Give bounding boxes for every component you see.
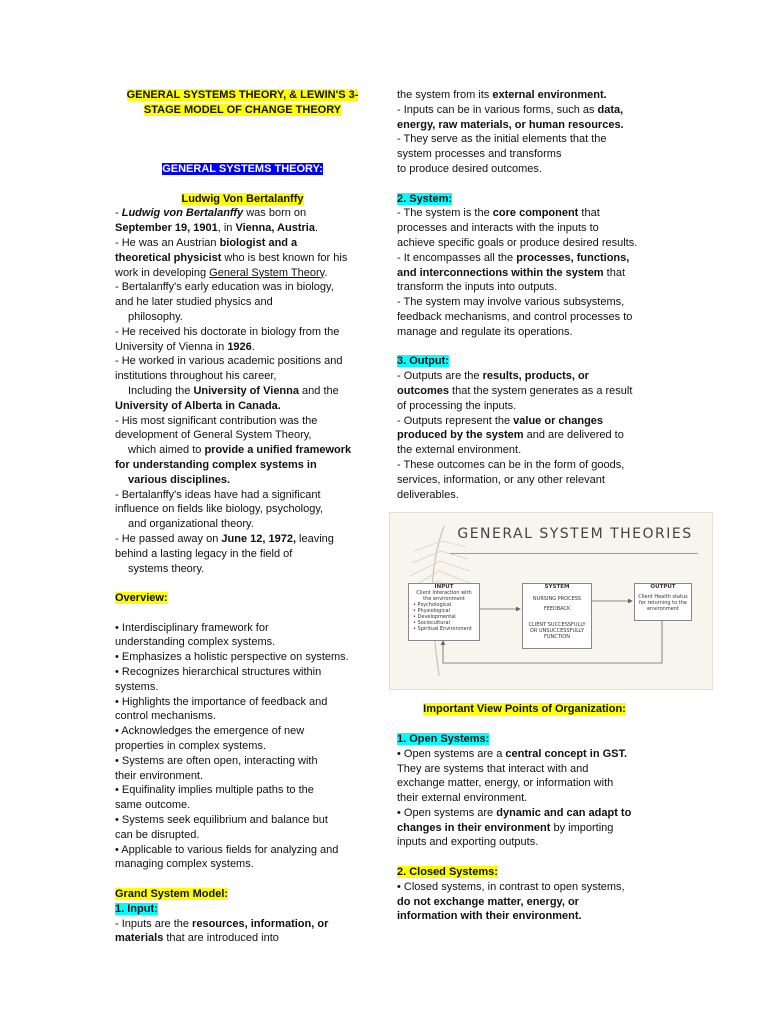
overview-item: • Interdisciplinary framework for — [115, 621, 269, 634]
overview-item: • Acknowledges the emergence of new — [115, 725, 305, 738]
bio-line: September 19, 1901, in Vienna, Austria. — [115, 222, 319, 235]
bio-line: which aimed to provide a unified framework — [128, 444, 352, 457]
bio-line: - He was an Austrian biologist and a — [115, 236, 298, 249]
overview-item: • Highlights the importance of feedback and — [115, 695, 328, 708]
diagram-input-box: INPUT Client Interaction with the environment • Psychological • Physiological • Developmental • Sociocultural • Spiritual Environment — [408, 583, 480, 641]
bio-line: and organizational theory. — [128, 518, 254, 531]
input-text: materials that are introduced into — [115, 932, 279, 945]
overview-item: • Equifinality implies multiple paths to the — [115, 784, 314, 797]
bio-line: influence on fields like biology, psychology, — [115, 503, 324, 516]
closed-systems-heading: 2. Closed Systems: — [397, 866, 498, 879]
gst-heading: GENERAL SYSTEMS THEORY: — [162, 162, 323, 175]
overview-item: • Systems seek equilibrium and balance but — [115, 814, 328, 827]
bio-line: - Ludwig von Bertalanffy was born on — [115, 207, 307, 220]
bio-line: work in developing General System Theory. — [115, 266, 328, 279]
diagram-output-box: OUTPUT Client Health status for returning to the environment — [634, 583, 692, 621]
bio-line: - Bertalanffy's early education was in biology, — [115, 281, 334, 294]
overview-item: • Emphasizes a holistic perspective on systems. — [115, 651, 349, 664]
output-heading: 3. Output: — [397, 355, 449, 368]
input-text: the system from its external environment. — [397, 89, 607, 101]
open-systems-text: • Open systems are a central concept in GST. They are systems that interact with and exchange matter, energy, or information with their external environment. • Open systems are dynamic and can adapt to changes in their environment by importing inputs and exporting outputs. — [397, 747, 632, 849]
bio-line: various disciplines. — [128, 473, 231, 486]
diagram-system-box: SYSTEM NURSING PROCESS FEEDBACK CLIENT SUCCESSFULLY OR UNSUCCESSFULLY FUNCTION — [522, 583, 592, 649]
overview-item: • Recognizes hierarchical structures within — [115, 666, 322, 679]
input-heading: 1. Input: — [115, 902, 158, 915]
title-line-2: STAGE MODEL OF CHANGE THEORY — [143, 103, 342, 116]
bio-line: - He worked in various academic positions and — [115, 355, 343, 368]
system-heading: 2. System: — [397, 192, 453, 205]
bio-line: development of General System Theory, — [115, 429, 312, 442]
right-column: the system from its external environment. - Inputs can be in various forms, such as data, energy, raw materials, or human resources. - They serve as the initial elements that the system processes and transforms to produce desired outcomes. 2. System: - The system is the core component that processes and interacts with the inputs to achieve specific goals or produce desired results. - It encompasses all the processes, functions, and interconnections within the system that transform the inputs into outputs. - The system may involve various subsystems, feedback mechanisms, and control processes to manage and regulate its operations. 3. Output: - Outputs are the results, products, or outcomes that the system generates as a result of processing the inputs. - Outputs represent the value or changes produced by the system and are delivered to the external environment. - These outcomes can be in the form of goods, services, information, or any other relevant deliverables. GENERAL SYSTEM THEORIES INPUT Client Interaction with the environment • Psychological • Physiological • Developmental • Sociocultural • Spiritual Environment SYSTEM NURSING PROCESS FEEDBACK CLIENT SUCCESSFULLY OR UNSUCCESSFULLY FUNCTION OUTPUT Client Health status for returning to the environment Important View Points of Organization: 1. Open Systems: • Open systems are a central concept in GST. They are systems that interact with and exchange matter, energy, or information with their external environment. • Open systems are dynamic and can adapt to changes in their environment by importing inputs and exporting outputs. 2. Closed Systems: • Closed systems, in contrast to open systems, do not exchange matter, energy, or information with their environment. — [397, 88, 652, 924]
bio-line: systems theory. — [128, 562, 205, 575]
overview-list: • Interdisciplinary framework for understanding complex systems. • Emphasizes a holistic perspective on systems. • Recognizes hierarchical structures within systems. • Highlights the importance of feedback and control mechanisms. • Acknowledges the emergence of new properties in complex systems. • Systems are often open, interacting with their environment. • Equifinality implies multiple paths to the same outcome. • Systems seek equilibrium and balance but can be disrupted. • Applicable to various fields for analyzing and managing complex systems. — [115, 621, 370, 873]
bio-line: - Bertalanffy's ideas have had a significant — [115, 488, 321, 501]
closed-systems-text: • Closed systems, in contrast to open systems, do not exchange matter, energy, or information with their environment. — [397, 880, 625, 923]
bio-line: and he later studied physics and — [115, 296, 273, 309]
gst-diagram-image — [389, 512, 713, 690]
input-text: - Inputs are the resources, information, or — [115, 917, 329, 930]
input-text: - Inputs can be in various forms, such as data, — [397, 103, 624, 116]
overview-item: • Applicable to various fields for analyzing and — [115, 843, 339, 856]
bio-line: behind a lasting legacy in the field of — [115, 547, 293, 560]
author-name: Ludwig Von Bertalanffy — [181, 192, 304, 205]
diagram-arrows — [390, 513, 712, 689]
bio-line: University of Vienna in 1926. — [115, 340, 255, 353]
bio-line: philosophy. — [128, 310, 183, 323]
bio-paragraphs — [115, 206, 370, 576]
left-column — [115, 88, 370, 946]
input-text: - They serve as the initial elements that the — [397, 133, 607, 146]
title-line-1: GENERAL SYSTEMS THEORY, & LEWIN'S 3- — [126, 89, 359, 101]
bio-line: - His most significant contribution was the — [115, 414, 318, 427]
bio-line: University of Alberta in Canada. — [115, 399, 281, 412]
bio-line: institutions throughout his career, — [115, 370, 277, 383]
overview-item: • Systems are often open, interacting with — [115, 754, 318, 767]
bio-line: - He received his doctorate in biology from the — [115, 325, 340, 338]
diagram-title: GENERAL SYSTEM THEORIES — [457, 526, 693, 543]
output-text: - Outputs are the results, products, or outcomes that the system generates as a result of processing the inputs. - Outputs represent the value or changes produced by the system and are delivered to the external environment. - These outcomes can be in the form of goods, services, information, or any other relevant deliverables. — [397, 370, 633, 501]
document-title — [115, 88, 370, 118]
bio-line: Including the University of Vienna and the — [128, 384, 339, 397]
arrow-feedback-loop — [443, 621, 662, 663]
bio-line: theoretical physicist who is best known for his — [115, 251, 348, 264]
system-text: - The system is the core component that processes and interacts with the inputs to achieve specific goals or produce desired results. - It encompasses all the processes, functions, and interconnections within the system that transform the inputs into outputs. - The system may involve various subsystems, feedback mechanisms, and control processes to manage and regulate its operations. — [397, 207, 638, 338]
bio-line: for understanding complex systems in — [115, 458, 317, 471]
viewpoints-heading: Important View Points of Organization: — [423, 703, 626, 716]
bio-line: - He passed away on June 12, 1972, leaving — [115, 532, 334, 545]
overview-heading: Overview: — [115, 592, 168, 605]
grand-model-heading: Grand System Model: — [115, 888, 229, 901]
open-systems-heading: 1. Open Systems: — [397, 732, 490, 745]
